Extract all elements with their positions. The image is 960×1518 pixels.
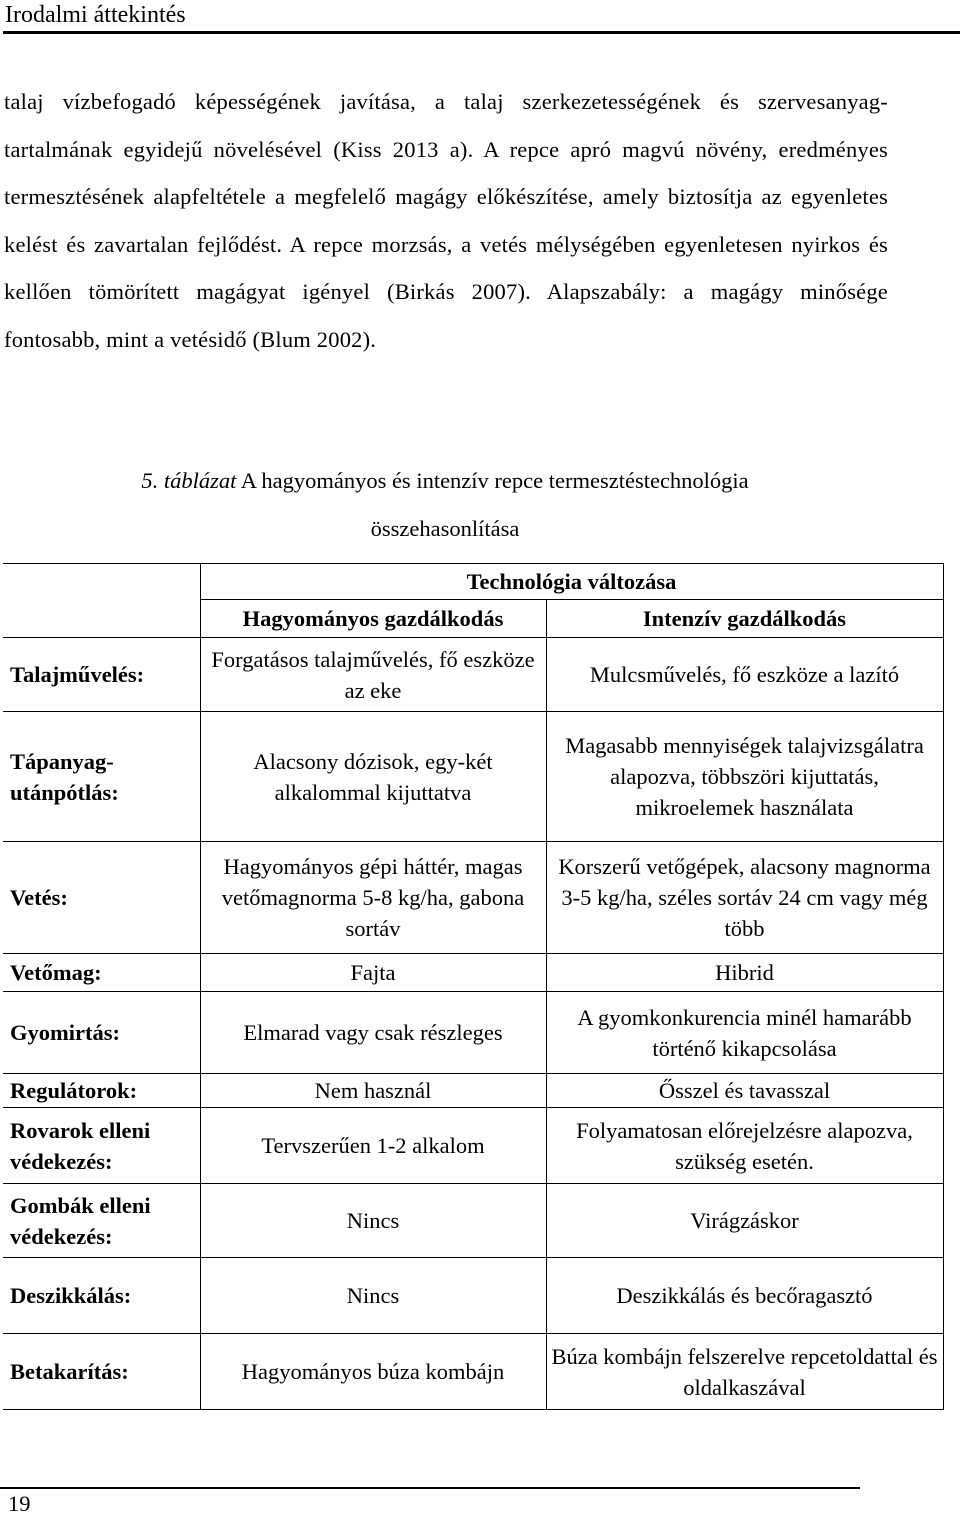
cell-intensive: Búza kombájn felszerelve repcetoldattal és oldalkaszával xyxy=(546,1334,943,1410)
cell-traditional: Elmarad vagy csak részleges xyxy=(200,992,546,1074)
table-group-header-row xyxy=(3,564,943,600)
cell-traditional: Nincs xyxy=(200,1184,546,1258)
row-label: Betakarítás: xyxy=(3,1334,200,1410)
row-label: Gyomirtás: xyxy=(3,992,200,1074)
table-row xyxy=(3,992,943,1074)
cell-traditional: Alacsony dózisok, egy-két alkalommal kijuttatva xyxy=(200,712,546,842)
paragraph-text: talaj vízbefogadó képességének javítása, a talaj szerkezetességének és szervesanyag-tartalmának egyidejű növelésével (Kiss 2013 a). A repce apró magvú növény, eredményes termesztésének alapfeltétele a megfelelő magágy előkészítése, amely biztosítja az egyenletes kelést és zavartalan fejlődést. A repce morzsás, a vetés mélységében egyenletesen nyirkos és kellően tömörített magágyat igényel (Birkás 2007). Alapszabály: a magágy minősége fontosabb, mint a vetésidő (Blum 2002). xyxy=(4,89,888,352)
page-header xyxy=(3,0,960,34)
row-label: Vetőmag: xyxy=(3,954,200,992)
cell-traditional: Hagyományos gépi háttér, magas vetőmagnorma 5-8 kg/ha, gabona sortáv xyxy=(200,842,546,954)
table-caption-label: 5. táblázat xyxy=(141,468,237,493)
cell-traditional: Forgatásos talajművelés, fő eszköze az eke xyxy=(200,638,546,712)
table-row xyxy=(3,1334,943,1410)
row-label: Vetés: xyxy=(3,842,200,954)
row-label: Gombák elleni védekezés: xyxy=(3,1184,200,1258)
page-number: 19 xyxy=(8,1491,31,1516)
table-row xyxy=(3,1184,943,1258)
row-label: Regulátorok: xyxy=(3,1074,200,1108)
cell-intensive: Deszikkálás és becőragasztó xyxy=(546,1258,943,1334)
section-title: Irodalmi áttekintés xyxy=(5,2,186,28)
row-label: Tápanyag-utánpótlás: xyxy=(3,712,200,842)
cell-intensive: Korszerű vetőgépek, alacsony magnorma 3-5 kg/ha, széles sortáv 24 cm vagy még több xyxy=(546,842,943,954)
table-row xyxy=(3,842,943,954)
cell-traditional: Tervszerűen 1-2 alkalom xyxy=(200,1108,546,1184)
cell-traditional: Fajta xyxy=(200,954,546,992)
group-header-cell: Technológia változása xyxy=(200,564,943,600)
cell-intensive: A gyomkonkurencia minél hamarább történő kikapcsolása xyxy=(546,992,943,1074)
cell-intensive: Folyamatosan előrejelzésre alapozva, szükség esetén. xyxy=(546,1108,943,1184)
cell-intensive: Mulcsművelés, fő eszköze a lazító xyxy=(546,638,943,712)
col-header-intensive: Intenzív gazdálkodás xyxy=(546,600,943,638)
col-header-traditional: Hagyományos gazdálkodás xyxy=(200,600,546,638)
table-row xyxy=(3,1074,943,1108)
table-caption-title: A hagyományos és intenzív repce termesztéstechnológia xyxy=(236,468,749,493)
cell-intensive: Magasabb mennyiségek talajvizsgálatra alapozva, többszöri kijuttatás, mikroelemek használata xyxy=(546,712,943,842)
cell-traditional: Nem használ xyxy=(200,1074,546,1108)
cell-traditional: Nincs xyxy=(200,1258,546,1334)
cell-intensive: Ősszel és tavasszal xyxy=(546,1074,943,1108)
cell-intensive: Virágzáskor xyxy=(546,1184,943,1258)
row-label: Deszikkálás: xyxy=(3,1258,200,1334)
table-row xyxy=(3,1258,943,1334)
corner-cell xyxy=(3,564,200,638)
table-row xyxy=(3,712,943,842)
table-row xyxy=(3,1108,943,1184)
comparison-table xyxy=(3,563,944,1410)
cell-traditional: Hagyományos búza kombájn xyxy=(200,1334,546,1410)
table-caption-line-2: összehasonlítása xyxy=(370,516,520,541)
body-paragraph xyxy=(4,78,888,364)
table-row xyxy=(3,954,943,992)
table-caption-line-1 xyxy=(0,467,890,495)
footer-rule xyxy=(0,1487,860,1489)
cell-intensive: Hibrid xyxy=(546,954,943,992)
row-label: Rovarok elleni védekezés: xyxy=(3,1108,200,1184)
row-label: Talajművelés: xyxy=(3,638,200,712)
table-row xyxy=(3,638,943,712)
